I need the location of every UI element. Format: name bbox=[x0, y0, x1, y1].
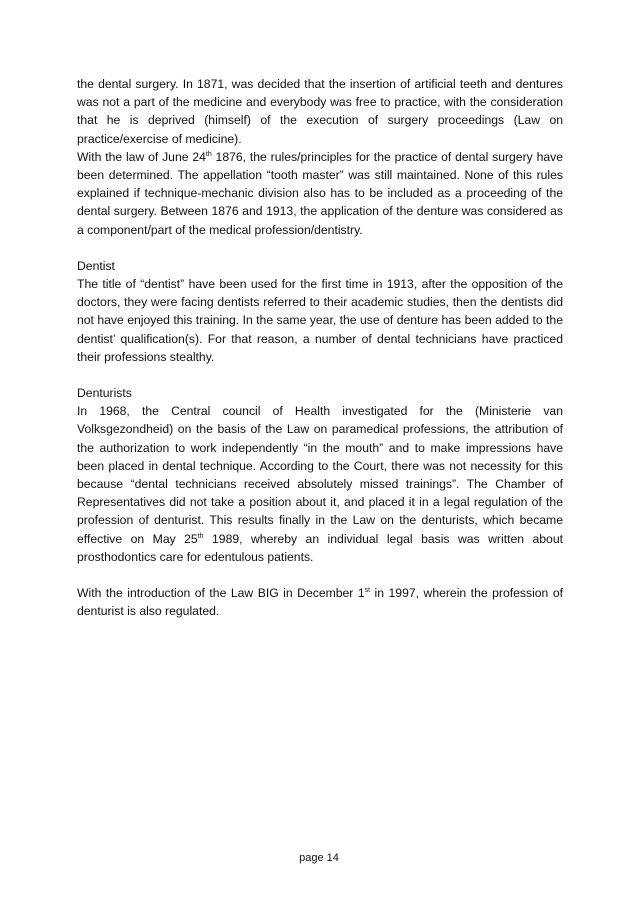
body-text bbox=[77, 75, 563, 620]
paragraph-text: in 1997, wherein the profession of denturist is also regulated. bbox=[77, 586, 563, 619]
superscript: st bbox=[364, 587, 371, 595]
paragraph-gap bbox=[77, 366, 563, 384]
paragraph-text: With the introduction of the Law BIG in December 1 bbox=[77, 586, 365, 601]
superscript: th bbox=[205, 150, 212, 158]
page-number: page 14 bbox=[299, 852, 339, 864]
paragraph-dental-surgery-1871 bbox=[77, 75, 563, 148]
heading-dentist: Dentist bbox=[77, 258, 115, 273]
paragraph-law-big-1997 bbox=[77, 584, 563, 620]
paragraph-denturists-1968 bbox=[77, 402, 563, 566]
paragraph-text: With the law of June 24 bbox=[77, 149, 206, 164]
paragraph-text: The title of “dentist” have been used for the first time in 1913, after the opposition of the doctors, they were facing dentists referred to their academic studies, then the dentists did not have enjoyed this training. In the same year, the use of denture has been added to the dentist’ qualification(s). For that reason, a number of dental technicians have practiced their professions stealthy. bbox=[77, 277, 563, 364]
paragraph-dentist-title bbox=[77, 275, 563, 366]
paragraph-text: the dental surgery. In 1871, was decided that the insertion of artificial teeth and dentures was not a part of the medicine and everybody was free to practice, with the consideration that he is deprived (himself) of the execution of surgery proceedings (Law on practice/exercise of medicine). bbox=[77, 77, 563, 146]
paragraph-text: 1876, the rules/principles for the practice of dental surgery have been determined. The appellation “tooth master” was still maintained. None of this rules explained if technique-mechanic division also has to be included as a proceeding of the dental surgery. Between 1876 and 1913, the application of the denture was considered as a component/part of the medical profession/dentistry. bbox=[77, 149, 563, 237]
heading-denturists: Denturists bbox=[77, 386, 132, 401]
paragraph-text: 1989, whereby an individual legal basis was written about prosthodontics care for edentulous patients. bbox=[77, 531, 563, 564]
paragraph-gap bbox=[77, 566, 563, 584]
superscript: th bbox=[197, 532, 204, 540]
paragraph-text: In 1968, the Central council of Health investigated for the (Ministerie van Volksgezondheid) on the basis of the Law on paramedical professions, the attribution of the authorization to work independently “in the mouth” and to make impressions have been placed in dental technique. According to the Court, there was not necessity for this because “dental technicians received absolutely missed trainings”. The Chamber of Representatives did not take a position about it, and placed it in a legal regulation of the profession of denturist. This results finally in the Law on the denturists, which became effective on May 25 bbox=[77, 404, 563, 546]
paragraph-law-june-1876 bbox=[77, 148, 563, 239]
paragraph-gap bbox=[77, 239, 563, 257]
